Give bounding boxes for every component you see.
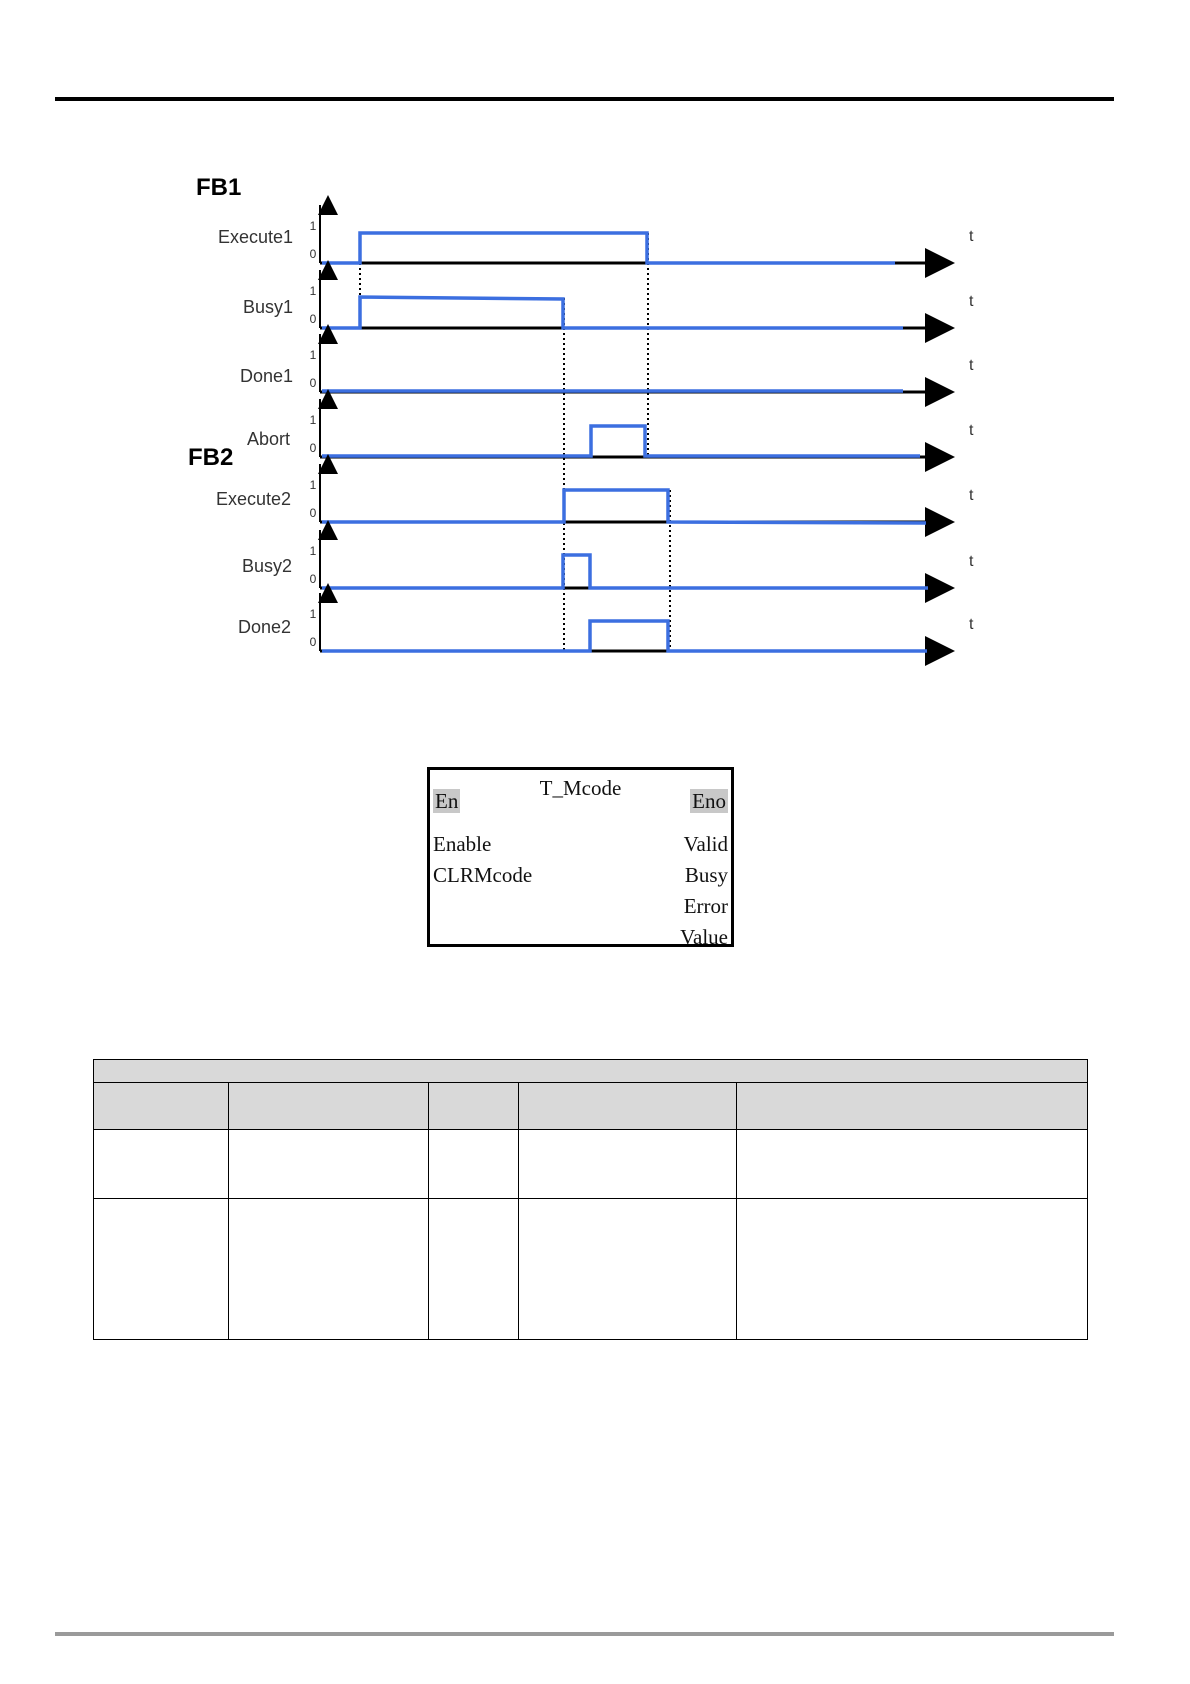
signal-label: Execute1 [217, 227, 293, 247]
level-high-label: 1 [309, 478, 317, 492]
pin-en: En [435, 789, 459, 813]
table-cell [428, 1199, 518, 1340]
table-header-cell [518, 1083, 737, 1130]
pin-value: Value [680, 925, 728, 949]
signal-waveform [322, 426, 920, 456]
function-block-title: T_Mcode [539, 776, 622, 800]
time-axis-label: t [969, 553, 974, 570]
table-cell [737, 1199, 1088, 1340]
level-low-label: 0 [309, 506, 317, 520]
level-low-label: 0 [309, 312, 317, 326]
level-high-label: 1 [309, 284, 317, 298]
level-high-label: 1 [309, 219, 317, 233]
time-axis-label: t [969, 422, 974, 439]
signal-label: Done1 [239, 366, 293, 386]
time-axis-label: t [969, 487, 974, 504]
level-high-label: 1 [309, 544, 317, 558]
signal-label: Done2 [237, 617, 291, 637]
time-axis-label: t [969, 293, 974, 310]
table-header-cell [228, 1083, 428, 1130]
table-cell [737, 1130, 1088, 1199]
pin-clrmcode: CLRMcode [433, 863, 533, 887]
signal-waveform [322, 233, 895, 263]
signal-waveform [322, 490, 926, 523]
signal-label: Abort [246, 429, 290, 449]
table-header-row [94, 1083, 1088, 1130]
signal-waveform [322, 621, 927, 651]
level-low-label: 0 [309, 441, 317, 455]
signal-waveform [322, 297, 903, 328]
table-header-cell [737, 1083, 1088, 1130]
level-high-label: 1 [309, 607, 317, 621]
time-axis-label: t [969, 357, 974, 374]
level-low-label: 0 [309, 247, 317, 261]
parameter-table [93, 1059, 1088, 1340]
pin-enable: Enable [433, 832, 492, 856]
pin-eno: Eno [692, 789, 726, 813]
level-low-label: 0 [309, 572, 317, 586]
time-axis-label: t [969, 616, 974, 633]
level-high-label: 1 [309, 413, 317, 427]
t-mcode-function-block [427, 767, 734, 947]
table-cell [518, 1130, 737, 1199]
time-axis-label: t [969, 228, 974, 245]
table-cell [228, 1130, 428, 1199]
level-low-label: 0 [309, 635, 317, 649]
table-cell [94, 1199, 229, 1340]
table-caption [94, 1060, 1088, 1083]
table-row [94, 1130, 1088, 1199]
level-high-label: 1 [309, 348, 317, 362]
table-row [94, 1199, 1088, 1340]
footer-rule [55, 1632, 1114, 1636]
group-label-fb1: FB1 [196, 174, 242, 201]
signal-waveform [322, 555, 928, 588]
table-header-cell [94, 1083, 229, 1130]
table-cell [518, 1199, 737, 1340]
signal-label: Execute2 [215, 489, 291, 509]
timing-diagram [0, 0, 1190, 680]
pin-error: Error [683, 894, 728, 918]
signal-label: Busy2 [241, 556, 292, 576]
table-cell [428, 1130, 518, 1199]
group-label-fb2: FB2 [188, 444, 234, 471]
level-low-label: 0 [309, 376, 317, 390]
table-cell [94, 1130, 229, 1199]
signal-label: Busy1 [242, 297, 293, 317]
table-cell [228, 1199, 428, 1340]
pin-valid: Valid [683, 832, 728, 856]
pin-busy: Busy [684, 863, 728, 887]
table-header-cell [428, 1083, 518, 1130]
